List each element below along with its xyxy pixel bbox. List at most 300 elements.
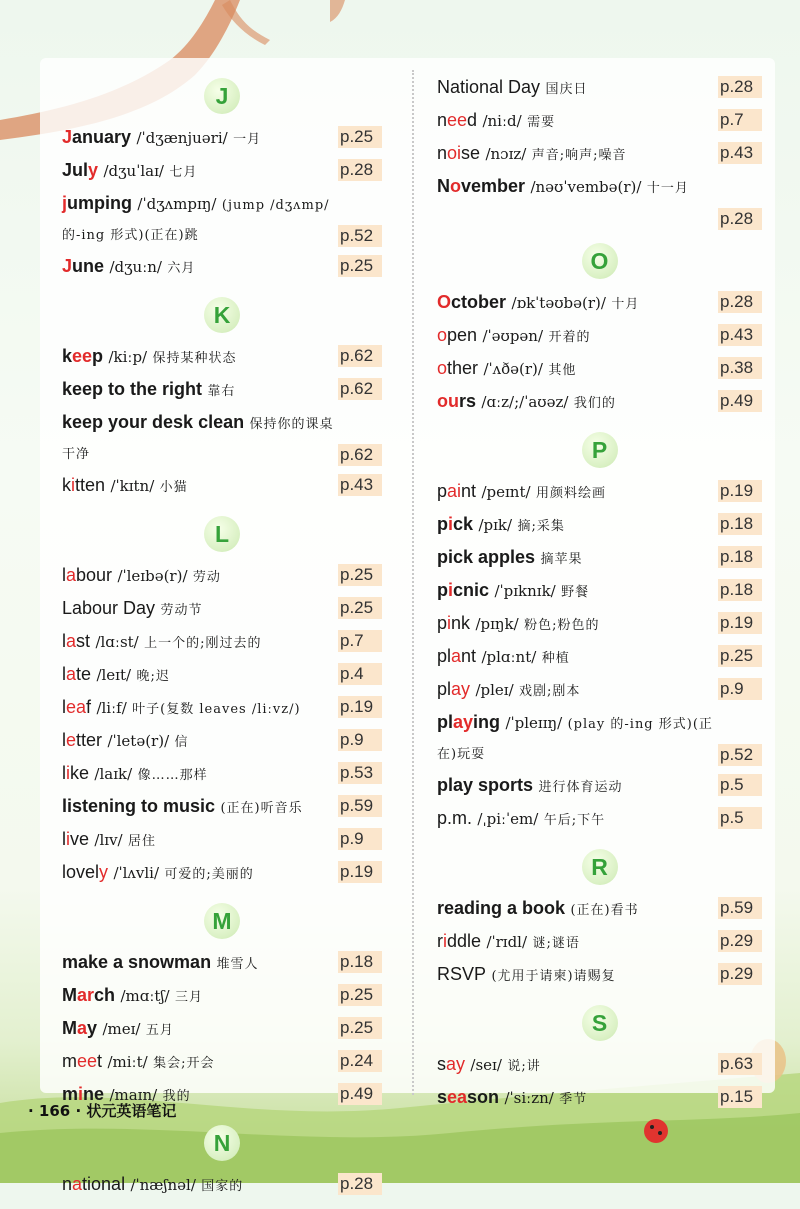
headword xyxy=(62,256,104,276)
headword xyxy=(62,193,132,213)
headword xyxy=(437,481,476,501)
headword-part: l xyxy=(62,730,66,750)
headword-part: ea xyxy=(447,1087,468,1107)
meaning: 说;讲 xyxy=(507,1059,541,1074)
meaning: 集会;开会 xyxy=(153,1056,215,1071)
page-ref: p.29 xyxy=(718,930,762,952)
phonetic: /ˈdʒʌmpɪŋ/ xyxy=(137,195,217,213)
entry-text xyxy=(62,725,338,758)
headword-part: p xyxy=(437,514,448,534)
headword-part: i xyxy=(443,931,447,951)
phonetic: /nəʊˈvembə(r)/ xyxy=(530,178,642,196)
headword-part: i xyxy=(78,1084,84,1104)
entry-text xyxy=(437,893,718,926)
entry-text xyxy=(62,122,338,155)
page-ref: p.18 xyxy=(338,951,382,973)
entry-row xyxy=(437,476,762,509)
meaning-continued: 干净 xyxy=(62,447,91,462)
headword-part: a xyxy=(66,631,77,651)
section-spacer xyxy=(437,992,762,999)
headword-part: umping xyxy=(67,193,133,213)
page-ref xyxy=(718,175,762,197)
entry-text xyxy=(62,947,338,980)
meaning: 六月 xyxy=(167,261,196,276)
entry-text xyxy=(62,659,338,692)
section-spacer xyxy=(437,836,762,843)
phonetic: /peɪnt/ xyxy=(481,483,531,501)
phonetic: /miːt/ xyxy=(107,1053,148,1071)
headword-part: pl xyxy=(437,712,453,732)
page-ref: p.63 xyxy=(718,1053,762,1075)
entry-text xyxy=(62,1013,338,1046)
headword-part: l xyxy=(62,664,66,684)
page-ref: p.25 xyxy=(718,645,762,667)
meaning: 种植 xyxy=(541,651,570,666)
headword-part: ay xyxy=(453,712,474,732)
meaning: 晚;迟 xyxy=(136,669,170,684)
column-divider xyxy=(412,70,414,1095)
page-ref: p.53 xyxy=(338,762,382,784)
phonetic: /ˈlʌvli/ xyxy=(113,864,160,882)
page-ref: p.49 xyxy=(718,390,762,412)
headword xyxy=(62,985,115,1005)
headword-part: o xyxy=(437,358,448,378)
phonetic: /dʒuˈlaɪ/ xyxy=(103,162,164,180)
headword xyxy=(62,1174,125,1194)
page-ref: p.19 xyxy=(718,612,762,634)
headword xyxy=(62,829,89,849)
phonetic: /niːd/ xyxy=(482,112,522,130)
headword xyxy=(437,143,480,163)
headword-part: d xyxy=(467,110,478,130)
page-ref: p.19 xyxy=(338,861,382,883)
entry-row xyxy=(62,155,382,188)
section-letter: N xyxy=(204,1125,240,1161)
headword-part: a xyxy=(66,664,77,684)
entry-text xyxy=(437,1049,718,1082)
page-ref: p.25 xyxy=(338,126,382,148)
page-ref: p.52 xyxy=(718,744,762,766)
meaning: 进行体育运动 xyxy=(538,780,623,795)
headword-part: i xyxy=(447,613,452,633)
page-ref: p.9 xyxy=(338,828,382,850)
headword xyxy=(62,127,131,147)
page-ref: p.25 xyxy=(338,597,382,619)
meaning: (play 的-ing 形式)(正 xyxy=(567,717,713,732)
page-ref: p.18 xyxy=(718,579,762,601)
entry-text xyxy=(62,374,338,407)
page-ref: p.43 xyxy=(718,142,762,164)
headword xyxy=(62,1051,102,1071)
section-spacer xyxy=(62,503,382,510)
entry-row xyxy=(437,707,762,740)
page-ref: p.43 xyxy=(718,324,762,346)
entry-text xyxy=(62,626,338,659)
entry-text xyxy=(437,575,718,608)
headword-part: y xyxy=(88,160,99,180)
page-ref: p.15 xyxy=(718,1086,762,1108)
entry-continuation xyxy=(62,440,382,470)
headword-part: M xyxy=(62,1018,77,1038)
meaning: 用颜料绘画 xyxy=(535,486,606,501)
headword-part: st xyxy=(76,631,91,651)
headword-part: une xyxy=(72,256,105,276)
phonetic: /mɑːtʃ/ xyxy=(120,987,170,1005)
headword xyxy=(437,1054,465,1074)
entry-row xyxy=(62,593,382,626)
headword-part: ay xyxy=(446,1054,466,1074)
meaning: 三月 xyxy=(174,990,203,1005)
headword-part: J xyxy=(62,256,73,276)
entry-text xyxy=(437,386,718,419)
meaning: 小猫 xyxy=(159,480,188,495)
headword-part: keep to the right xyxy=(62,379,203,399)
entry-row xyxy=(62,1013,382,1046)
entry-row xyxy=(62,341,382,374)
phonetic: /pɪk/ xyxy=(478,516,513,534)
page-ref: p.25 xyxy=(338,1017,382,1039)
headword-part: pl xyxy=(437,646,452,666)
headword xyxy=(437,580,489,600)
entry-text xyxy=(437,674,718,707)
phonetic: /seɪ/ xyxy=(470,1056,502,1074)
page-ref: p.25 xyxy=(338,255,382,277)
headword-part: p xyxy=(437,481,448,501)
headword-part: j xyxy=(62,193,68,213)
page-ref: p.29 xyxy=(718,963,762,985)
page-ref: p.62 xyxy=(338,378,382,400)
headword-part: a xyxy=(66,565,77,585)
headword xyxy=(62,412,244,432)
page-ref: p.19 xyxy=(718,480,762,502)
headword-part: ee xyxy=(72,346,93,366)
phonetic: /ˈʌðə(r)/ xyxy=(483,360,543,378)
headword xyxy=(62,379,202,399)
entry-continuation xyxy=(62,221,382,251)
headword-part: a xyxy=(451,646,462,666)
left-column xyxy=(62,72,382,1209)
headword-part: J xyxy=(62,127,73,147)
headword-part: rs xyxy=(459,391,477,411)
meaning: 粉色;粉色的 xyxy=(524,618,600,633)
page-ref: p.7 xyxy=(718,109,762,131)
page-ref: p.24 xyxy=(338,1050,382,1072)
headword-part: k xyxy=(62,475,71,495)
entry-row xyxy=(62,692,382,725)
headword xyxy=(437,176,525,196)
entry-row xyxy=(437,1082,762,1115)
entry-text xyxy=(437,641,718,674)
headword xyxy=(437,325,477,345)
entry-row xyxy=(62,374,382,407)
entry-text xyxy=(62,155,338,188)
phonetic: /lɑːst/ xyxy=(95,633,139,651)
headword-part: ar xyxy=(77,985,95,1005)
headword xyxy=(62,697,91,717)
meaning: 野餐 xyxy=(561,585,590,600)
section-letter: J xyxy=(204,78,240,114)
headword xyxy=(437,898,565,918)
meaning: (jump /dʒʌmp/ xyxy=(221,198,330,213)
entry-text xyxy=(62,1046,338,1079)
entry-continuation xyxy=(437,204,762,230)
headword-part: ve xyxy=(70,829,90,849)
page-ref: p.28 xyxy=(718,291,762,313)
phonetic: /ˈpleɪɪŋ/ xyxy=(505,714,563,732)
headword xyxy=(437,514,473,534)
meaning: 居住 xyxy=(128,834,157,849)
entry-text xyxy=(62,593,338,626)
entry-continuation xyxy=(437,740,762,770)
section-spacer xyxy=(437,419,762,426)
entry-row xyxy=(62,791,382,824)
headword-part: y xyxy=(99,862,109,882)
phonetic: /meɪ/ xyxy=(102,1020,141,1038)
entry-row xyxy=(62,725,382,758)
entry-text xyxy=(437,138,718,171)
headword xyxy=(437,358,478,378)
phonetic: /pleɪ/ xyxy=(475,681,514,699)
headword-part: n xyxy=(62,1174,73,1194)
page-ref: p.49 xyxy=(338,1083,382,1105)
headword xyxy=(62,346,103,366)
meaning: 七月 xyxy=(169,165,198,180)
headword-part: t xyxy=(97,1051,103,1071)
headword-part: ai xyxy=(447,481,462,501)
headword xyxy=(437,964,486,984)
headword-part: pick apples xyxy=(437,547,536,567)
headword-part: tten xyxy=(75,475,106,495)
entry-row xyxy=(62,1169,382,1202)
headword-part: p xyxy=(437,613,448,633)
phonetic: /ɑːz/;/ˈaʊəz/ xyxy=(481,393,569,411)
headword-part: l xyxy=(62,565,66,585)
page-ref: p.18 xyxy=(718,513,762,535)
headword-part: cnic xyxy=(453,580,490,600)
entry-text xyxy=(437,72,718,105)
entry-text xyxy=(437,770,718,803)
headword xyxy=(437,391,476,411)
phonetic: /kiːp/ xyxy=(108,348,148,366)
page-ref: p.28 xyxy=(718,208,762,230)
page-ref xyxy=(338,411,382,433)
entry-row xyxy=(437,959,762,992)
headword-part: e xyxy=(66,730,77,750)
entry-row xyxy=(437,575,762,608)
headword-part: l xyxy=(62,763,66,783)
page-ref: p.4 xyxy=(338,663,382,685)
page-ref: p.28 xyxy=(718,76,762,98)
entry-text xyxy=(437,353,718,386)
headword-part: O xyxy=(437,292,452,312)
page-ref: p.25 xyxy=(338,984,382,1006)
headword-part: l xyxy=(62,697,66,717)
page-ref: p.38 xyxy=(718,357,762,379)
entry-text xyxy=(62,470,338,503)
headword xyxy=(437,679,470,699)
entry-text xyxy=(437,287,718,320)
headword-part: nt xyxy=(461,646,477,666)
headword xyxy=(62,664,91,684)
entry-row xyxy=(437,608,762,641)
entry-row xyxy=(437,893,762,926)
section-spacer xyxy=(437,230,762,237)
headword xyxy=(62,475,105,495)
headword xyxy=(437,712,500,732)
headword-part: N xyxy=(437,176,450,196)
entry-row xyxy=(62,407,382,440)
headword-part: ne xyxy=(83,1084,105,1104)
entry-text xyxy=(437,803,718,836)
entry-row xyxy=(62,758,382,791)
headword-part: s xyxy=(437,1054,446,1074)
entry-row xyxy=(437,803,762,836)
page-footer: · 166 · 状元英语笔记 xyxy=(28,1102,177,1120)
entry-text xyxy=(62,1169,338,1202)
section-spacer xyxy=(62,1202,382,1209)
headword-part: y xyxy=(87,1018,98,1038)
entry-text xyxy=(437,926,718,959)
meaning: 需要 xyxy=(527,115,556,130)
meaning: 午后;下午 xyxy=(543,813,606,828)
entry-text xyxy=(437,707,718,740)
entry-text xyxy=(62,791,338,824)
headword-part: oi xyxy=(447,143,462,163)
page-ref: p.9 xyxy=(338,729,382,751)
headword-part: m xyxy=(62,1051,77,1071)
section-letter: O xyxy=(582,243,618,279)
section-letter: K xyxy=(204,297,240,333)
headword-part: ther xyxy=(447,358,479,378)
headword xyxy=(62,565,112,585)
entry-text xyxy=(62,188,338,221)
entry-text xyxy=(62,857,338,890)
meaning: 十月 xyxy=(611,297,640,312)
page-ref xyxy=(718,711,762,733)
headword-part: ee xyxy=(447,110,468,130)
headword-part: ay xyxy=(451,679,471,699)
meaning: (正在)听音乐 xyxy=(220,801,303,816)
headword-part: f xyxy=(86,697,92,717)
meaning: 开着的 xyxy=(548,330,591,345)
page-ref: p.52 xyxy=(338,225,382,247)
meaning: 国家的 xyxy=(201,1179,244,1194)
headword-part: se xyxy=(461,143,481,163)
headword-part: l xyxy=(62,829,66,849)
headword xyxy=(437,808,472,828)
headword-part: RSVP xyxy=(437,964,487,984)
section-spacer xyxy=(437,1115,762,1122)
headword-part: National Day xyxy=(437,77,541,97)
entry-row xyxy=(62,1046,382,1079)
entry-row xyxy=(62,122,382,155)
entry-row xyxy=(437,386,762,419)
headword xyxy=(437,110,477,130)
meaning-continued: 的-ing 形式)(正在)跳 xyxy=(62,228,199,243)
phonetic: /ˈletə(r)/ xyxy=(107,732,170,750)
entry-text xyxy=(437,171,718,204)
headword-part: p xyxy=(92,346,104,366)
entry-text xyxy=(62,560,338,593)
headword-part: te xyxy=(76,664,92,684)
entry-text xyxy=(62,692,338,725)
meaning: 谜;谜语 xyxy=(532,936,580,951)
meaning: 声音;响声;噪音 xyxy=(531,148,627,163)
entry-row xyxy=(437,72,762,105)
ladybug-icon xyxy=(644,1119,668,1143)
meaning: 叶子(复数 leaves /liːvz/) xyxy=(132,702,301,717)
meaning: 保持某种状态 xyxy=(152,351,237,366)
headword-part: n xyxy=(437,110,448,130)
entry-row xyxy=(437,353,762,386)
headword-part: i xyxy=(66,829,70,849)
headword-part: Jul xyxy=(62,160,89,180)
entry-text xyxy=(62,341,338,374)
phonetic: /ˈdʒænjuəri/ xyxy=(136,129,228,147)
entry-row xyxy=(62,659,382,692)
phonetic: /ˈkɪtn/ xyxy=(110,477,155,495)
entry-row xyxy=(437,509,762,542)
headword-part: M xyxy=(62,985,77,1005)
page-ref: p.59 xyxy=(338,795,382,817)
headword xyxy=(62,763,89,783)
entry-row xyxy=(437,138,762,171)
headword-part: keep your desk clean xyxy=(62,412,245,432)
headword-part: i xyxy=(71,475,75,495)
section-spacer xyxy=(62,284,382,291)
page-ref: p.43 xyxy=(338,474,382,496)
headword xyxy=(62,796,215,816)
headword-part: ck xyxy=(453,514,474,534)
entry-row xyxy=(62,470,382,503)
meaning: 戏剧;剧本 xyxy=(519,684,581,699)
meaning: 我的 xyxy=(162,1089,191,1104)
headword-part: i xyxy=(448,514,454,534)
meaning: 劳动节 xyxy=(160,603,203,618)
page-ref: p.28 xyxy=(338,159,382,181)
phonetic: /pɪŋk/ xyxy=(475,615,519,633)
meaning: 保持你的课桌 xyxy=(249,417,334,432)
entry-text xyxy=(62,758,338,791)
headword-part: p xyxy=(437,580,448,600)
headword xyxy=(62,160,98,180)
headword-part: Labour Day xyxy=(62,598,156,618)
meaning: 季节 xyxy=(559,1092,588,1107)
entry-row xyxy=(437,770,762,803)
section-letter: L xyxy=(204,516,240,552)
headword xyxy=(62,952,211,972)
entry-row xyxy=(62,251,382,284)
headword-part: lovel xyxy=(62,862,100,882)
page-ref: p.7 xyxy=(338,630,382,652)
meaning-continued: 在)玩耍 xyxy=(437,747,486,762)
headword-part: tional xyxy=(82,1174,126,1194)
phonetic: /leɪt/ xyxy=(96,666,132,684)
headword-part: anuary xyxy=(72,127,132,147)
headword-part: i xyxy=(448,580,454,600)
headword-part: a xyxy=(77,1018,88,1038)
headword-part: r xyxy=(437,931,443,951)
headword-part: ing xyxy=(473,712,501,732)
phonetic: /ˈrɪdl/ xyxy=(486,933,528,951)
entry-row xyxy=(62,188,382,221)
entry-row xyxy=(437,1049,762,1082)
meaning: 我们的 xyxy=(573,396,616,411)
phonetic: /laɪk/ xyxy=(94,765,133,783)
entry-text xyxy=(62,407,338,440)
headword xyxy=(62,730,102,750)
headword-part: make a snowman xyxy=(62,952,212,972)
